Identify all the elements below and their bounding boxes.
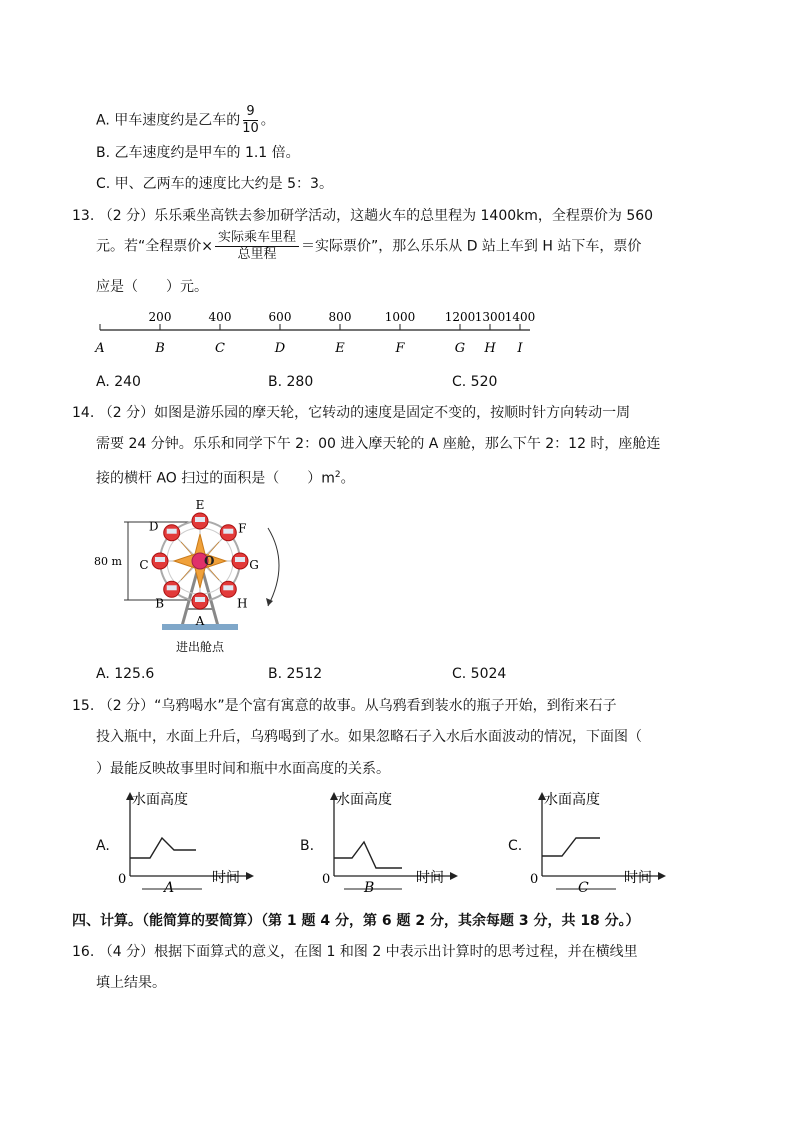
y-axis-label: 水面高度 — [132, 792, 188, 808]
q12-option-a-text: A. 甲车速度约是乙车的 — [96, 112, 241, 129]
q13-option-c: C. 520 — [452, 374, 498, 390]
station-label: B — [155, 341, 165, 356]
cabin-window — [195, 597, 205, 602]
cabin-label: F — [238, 521, 247, 536]
q14-line3-start: 接的横杆 AO 扫过的面积是（ ）m — [96, 470, 335, 487]
q13-line2-end: ＝实际票价”，那么乐乐从 D 站上车到 H 站下车，票价 — [301, 238, 642, 255]
station-label: D — [274, 341, 286, 356]
y-axis-label: 水面高度 — [336, 792, 392, 808]
distance-label: 400 — [208, 310, 232, 324]
cabin-window — [155, 557, 165, 562]
station-label: A — [95, 341, 105, 356]
graph-c — [524, 786, 674, 896]
cabin-window — [195, 517, 205, 522]
q12-option-b: B. 乙车速度约是甲车的 1.1 倍。 — [96, 145, 300, 161]
q15-line1: 15. （2 分）“乌鸦喝水”是个富有寓意的故事。从乌鸦看到装水的瓶子开始，到衔来石子 — [72, 698, 617, 714]
x-axis-arrow — [246, 872, 254, 880]
q16-line1: 16. （4 分）根据下面算式的意义，在图 1 和图 2 中表示出计算时的思考过程，并在横线里 — [72, 944, 638, 960]
cabin-window — [167, 529, 177, 534]
q13-option-a: A. 240 — [96, 374, 141, 390]
fraction-numerator: 9 — [243, 104, 257, 121]
ferris-wheel-figure — [92, 494, 292, 658]
graph-b-option: B. — [300, 838, 315, 854]
cabin-label: H — [237, 596, 248, 611]
q12-option-a-end: 。 — [260, 112, 275, 129]
station-label: C — [215, 341, 225, 356]
q13-fraction — [215, 230, 299, 263]
cabin-label: C — [139, 558, 149, 572]
station-label: E — [335, 341, 345, 356]
section-4-title: 四、计算。（能简算的要简算）（第 1 题 4 分，第 6 题 2 分，其余每题 3 分，共 18 分。） — [72, 913, 640, 929]
q16-line2: 填上结果。 — [96, 975, 166, 991]
x-axis-label: 时间 — [416, 870, 444, 886]
station-number-line — [90, 308, 540, 360]
q13-option-b: B. 280 — [268, 374, 314, 390]
distance-label: 1000 — [384, 310, 416, 324]
cabin-label: A — [195, 614, 205, 628]
graph-b-caption: B — [364, 880, 375, 896]
cabin-window — [167, 585, 177, 590]
cabin-window — [223, 585, 233, 590]
x-axis-arrow — [658, 872, 666, 880]
cabin-label: G — [249, 558, 259, 572]
fraction-denominator: 10 — [242, 121, 259, 136]
x-axis-label: 时间 — [624, 870, 652, 886]
distance-label: 1200 — [444, 310, 476, 324]
origin-label: 0 — [118, 872, 127, 887]
station-label: H — [484, 341, 496, 356]
y-axis-label: 水面高度 — [544, 792, 600, 808]
q14-line3-end: 。 — [340, 470, 355, 487]
cabin-label: E — [195, 498, 205, 512]
q15-line2: 投入瓶中，水面上升后，乌鸦喝到了水。如果忽略石子入水后水面波动的情况，下面图（ — [96, 729, 642, 745]
q13-line2 — [96, 230, 641, 263]
q12-option-a — [96, 104, 275, 137]
q12-option-c: C. 甲、乙两车的速度比大约是 5：3。 — [96, 176, 333, 192]
graph-a-caption: A — [164, 880, 175, 896]
q15-line3: ）最能反映故事里时间和瓶中水面高度的关系。 — [96, 761, 390, 777]
cabin-label: D — [148, 519, 159, 534]
graph-c-line — [542, 838, 600, 856]
graph-c-caption: C — [578, 880, 589, 896]
x-axis-label: 时间 — [212, 870, 240, 886]
station-label: F — [395, 341, 405, 356]
distance-label: 1300 — [474, 310, 506, 324]
q14-line3 — [96, 465, 355, 489]
height-label: 80 m — [94, 555, 122, 568]
q13-line3: 应是（ ）元。 — [96, 279, 208, 295]
distance-label: 1400 — [504, 310, 536, 324]
cabin-window — [235, 557, 245, 562]
graph-b-line — [334, 842, 402, 868]
q14-option-b: B. 2512 — [268, 666, 323, 682]
superscript: 2 — [334, 470, 341, 480]
x-axis-arrow — [450, 872, 458, 880]
fraction-numerator: 实际乘车里程 — [215, 230, 299, 247]
q13-line2-start: 元。若“全程票价× — [96, 238, 213, 255]
q14-line2: 需要 24 分钟。乐乐和同学下午 2：00 进入摩天轮的 A 座舱，那么下午 2：12 时，座舱连 — [96, 436, 661, 452]
cabin-label: B — [155, 596, 165, 611]
fraction-denominator: 总里程 — [237, 247, 277, 262]
distance-label: 200 — [148, 310, 172, 324]
distance-label: 800 — [328, 310, 352, 324]
q14-option-c: C. 5024 — [452, 666, 507, 682]
origin-label: 0 — [530, 872, 539, 887]
graph-c-option: C. — [508, 838, 523, 854]
q14-option-a: A. 125.6 — [96, 666, 155, 682]
distance-label: 600 — [268, 310, 292, 324]
station-label: G — [454, 341, 466, 356]
graph-a-line — [130, 838, 196, 858]
center-label: O — [204, 554, 215, 568]
graph-a — [112, 786, 262, 896]
origin-label: 0 — [322, 872, 331, 887]
station-label: I — [517, 341, 523, 356]
q14-line1: 14. （2 分）如图是游乐园的摩天轮，它转动的速度是固定不变的，按顺时针方向转动一周 — [72, 405, 631, 421]
graph-b — [316, 786, 466, 896]
cabin-window — [223, 529, 233, 534]
q13-line1: 13. （2 分）乐乐乘坐高铁去参加研学活动，这趟火车的总里程为 1400km，全程票价为 560 — [72, 208, 654, 224]
entry-point-caption: 进出舱点 — [175, 640, 225, 654]
graph-a-option: A. — [96, 838, 110, 854]
q12-option-a-fraction — [242, 104, 259, 137]
